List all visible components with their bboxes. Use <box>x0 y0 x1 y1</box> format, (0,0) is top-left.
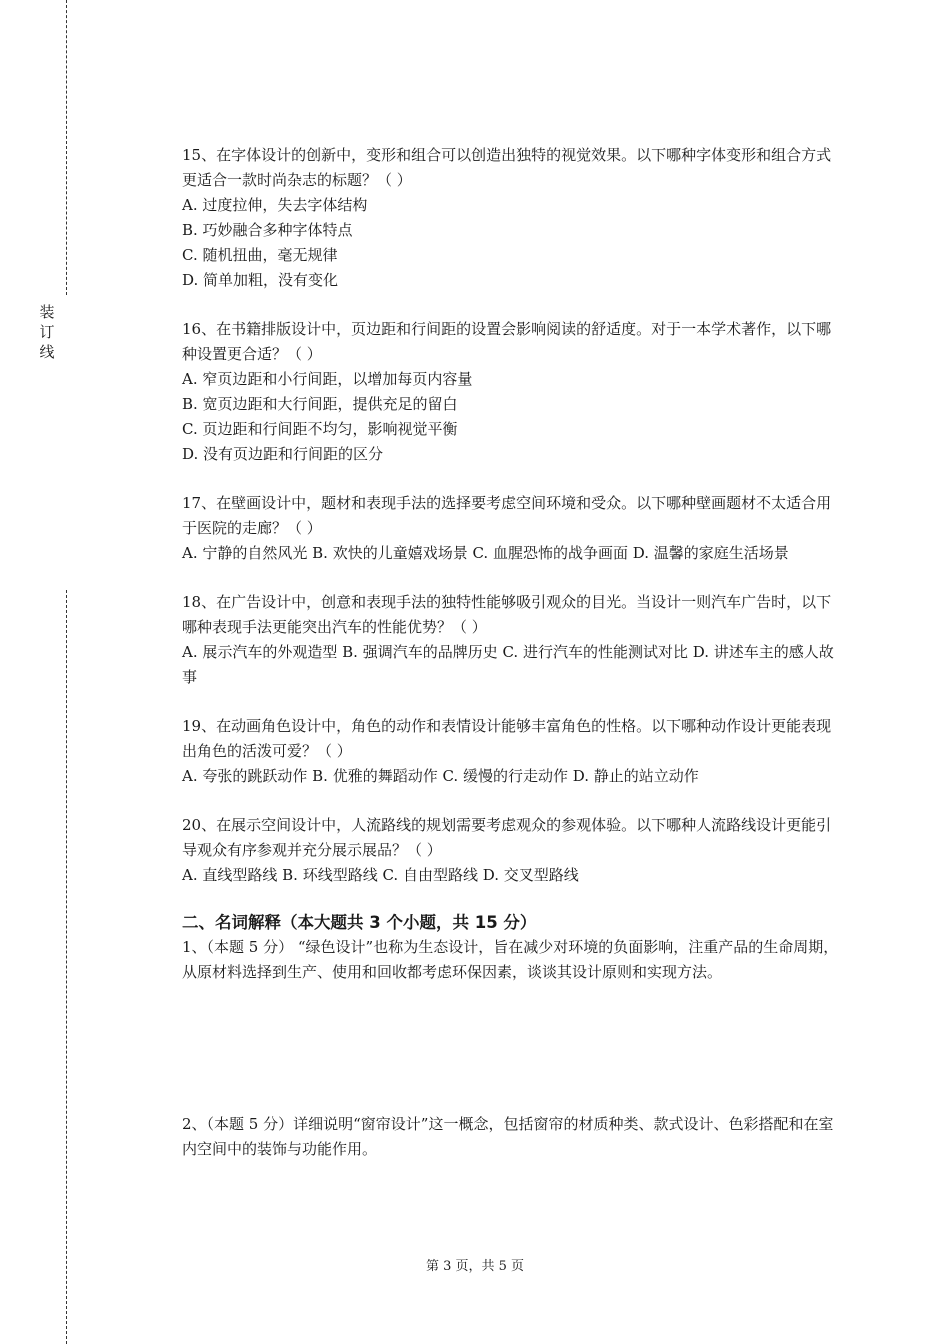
binding-label-char: 装 <box>39 303 55 321</box>
binding-label-char: 订 <box>39 323 55 341</box>
binding-label <box>37 302 57 362</box>
option-c: C. 随机扭曲，毫无规律 <box>182 246 338 264</box>
question-16 <box>182 317 844 467</box>
question-stem: 17、在壁画设计中，题材和表现手法的选择要考虑空间环境和受众。以下哪种壁画题材不太适合用于医院的走廊？（ ） <box>182 494 832 537</box>
page-footer: 第 3 页，共 5 页 <box>425 1259 525 1274</box>
question-15 <box>182 143 844 293</box>
question-stem: 19、在动画角色设计中，角色的动作和表情设计能够丰富角色的性格。以下哪种动作设计更能表现出角色的活泼可爱？（ ） <box>182 717 832 760</box>
question-stem: 15、在字体设计的创新中，变形和组合可以创造出独特的视觉效果。以下哪种字体变形和组合方式更适合一款时尚杂志的标题？（ ） <box>182 146 832 189</box>
question-17 <box>182 491 844 566</box>
question-options: A. 夸张的跳跃动作 B. 优雅的舞蹈动作 C. 缓慢的行走动作 D. 静止的站立动作 <box>182 767 699 785</box>
option-b: B. 巧妙融合多种字体特点 <box>182 221 353 239</box>
question-options: A. 宁静的自然风光 B. 欢快的儿童嬉戏场景 C. 血腥恐怖的战争画面 D. 温馨的家庭生活场景 <box>182 544 789 562</box>
question-stem: 20、在展示空间设计中，人流路线的规划需要考虑观众的参观体验。以下哪种人流路线设计更能引导观众有序参观并充分展示展品？（ ） <box>182 816 832 859</box>
question-options: A. 展示汽车的外观造型 B. 强调汽车的品牌历史 C. 进行汽车的性能测试对比 D. 讲述车主的感人故事 <box>182 643 834 686</box>
option-d: D. 简单加粗，没有变化 <box>182 271 339 289</box>
question-18 <box>182 590 844 690</box>
option-c: C. 页边距和行间距不均匀，影响视觉平衡 <box>182 420 458 438</box>
term-question-1: 1、（本题 5 分） “绿色设计”也称为生态设计，旨在减少对环境的负面影响，注重产品的生命周期，从原材料选择到生产、使用和回收都考虑环保因素，谈谈其设计原则和实现方法。 <box>182 938 839 981</box>
question-stem: 16、在书籍排版设计中，页边距和行间距的设置会影响阅读的舒适度。对于一本学术著作，以下哪种设置更合适？（ ） <box>182 320 832 363</box>
option-a: A. 窄页边距和小行间距，以增加每页内容量 <box>182 370 473 388</box>
question-options: A. 直线型路线 B. 环线型路线 C. 自由型路线 D. 交叉型路线 <box>182 866 579 884</box>
binding-line-bottom <box>66 590 67 1344</box>
option-a: A. 过度拉伸，失去字体结构 <box>182 196 368 214</box>
option-d: D. 没有页边距和行间距的区分 <box>182 445 384 463</box>
term-question-2: 2、（本题 5 分）详细说明“窗帘设计”这一概念，包括窗帘的材质种类、款式设计、色彩搭配和在室内空间中的装饰与功能作用。 <box>182 1115 834 1158</box>
binding-label-char: 线 <box>39 343 55 361</box>
section-title: 二、名词解释（本大题共 3 个小题，共 15 分） <box>182 913 537 932</box>
exam-content <box>182 143 844 1162</box>
binding-line-top <box>66 0 67 295</box>
question-20 <box>182 813 844 888</box>
option-b: B. 宽页边距和大行间距，提供充足的留白 <box>182 395 458 413</box>
question-19 <box>182 714 844 789</box>
question-stem: 18、在广告设计中，创意和表现手法的独特性能够吸引观众的目光。当设计一则汽车广告时，以下哪种表现手法更能突出汽车的性能优势？（ ） <box>182 593 832 636</box>
